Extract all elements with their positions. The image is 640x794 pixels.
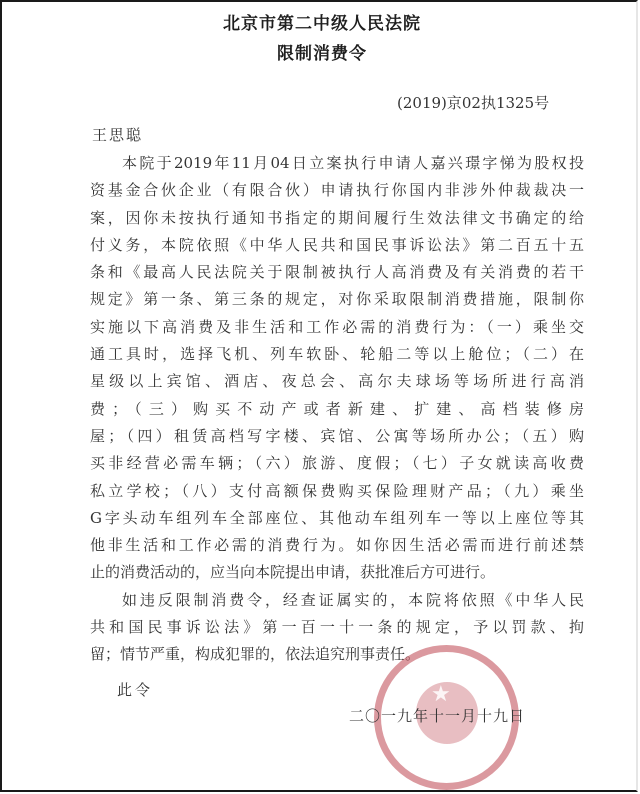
order-body bbox=[90, 150, 584, 669]
body-line: 星级以上宾馆、酒店、夜总会、高尔夫球场等场所进行高消 bbox=[90, 372, 584, 391]
body-line: 本院于2019年11月04日立案执行申请人嘉兴璟字悌为股权投 bbox=[122, 154, 584, 172]
document-type-heading: 限制消费令 bbox=[277, 44, 367, 64]
body-line: 私立学校；（八）支付高额保费购买保险理财产品；（九）乘坐 bbox=[90, 481, 584, 500]
body-line: 如违反限制消费令，经查证属实的，本院将依照《中华人民 bbox=[122, 590, 584, 609]
body-line: 实施以下高消费及非生活和工作必需的消费行为：（一）乘坐交 bbox=[90, 317, 584, 336]
body-line: 留；情节严重，构成犯罪的，依法追究刑事责任。 bbox=[90, 645, 421, 664]
body-line: 案，因你未按执行通知书指定的期间履行生效法律文书确定的给 bbox=[90, 208, 584, 227]
recipient-name: 王思聪 bbox=[92, 126, 144, 144]
case-number: (2019)京02执1325号 bbox=[397, 94, 550, 112]
body-line: 条和《最高人民法院关于限制被执行人高消费及有关消费的若干 bbox=[90, 263, 584, 282]
body-line: 规定》第一条、第三条的规定，对你采取限制消费措施，限制你 bbox=[90, 290, 584, 309]
issue-date: 二〇一九年十一月十九日 bbox=[349, 707, 526, 725]
body-line: 屋；（四）租赁高档写字楼、宾馆、公寓等场所办公；（五）购 bbox=[90, 426, 584, 445]
body-line: 他非生活和工作必需的消费行为。如你因生活必需而进行前述禁 bbox=[90, 536, 584, 555]
court-name-heading: 北京市第二中级人民法院 bbox=[223, 14, 421, 34]
body-line: 通工具时，选择飞机、列车软卧、轮船二等以上舱位；（二）在 bbox=[90, 345, 584, 364]
body-line: 资基金合伙企业（有限合伙）申请执行你国内非涉外仲裁裁决一 bbox=[90, 181, 584, 200]
body-line: 费；（三）购买不动产或者新建、扩建、高档装修房 bbox=[90, 399, 584, 418]
star-icon: ★ bbox=[431, 682, 451, 707]
body-line: 付义务，本院依照《中华人民共和国民事诉讼法》第二百五十五 bbox=[90, 235, 584, 254]
body-line: 共和国民事诉讼法》第一百一十一条的规定，予以罚款、拘 bbox=[90, 618, 584, 637]
body-line: 买非经营必需车辆；（六）旅游、度假；（七）子女就读高收费 bbox=[90, 454, 584, 473]
body-line: G字头动车组列车全部座位、其他动车组列车一等以上座位等其 bbox=[90, 508, 584, 527]
closing-phrase: 此令 bbox=[117, 681, 154, 699]
body-line: 止的消费活动的，应当向本院提出申请，获批准后方可进行。 bbox=[90, 563, 496, 582]
